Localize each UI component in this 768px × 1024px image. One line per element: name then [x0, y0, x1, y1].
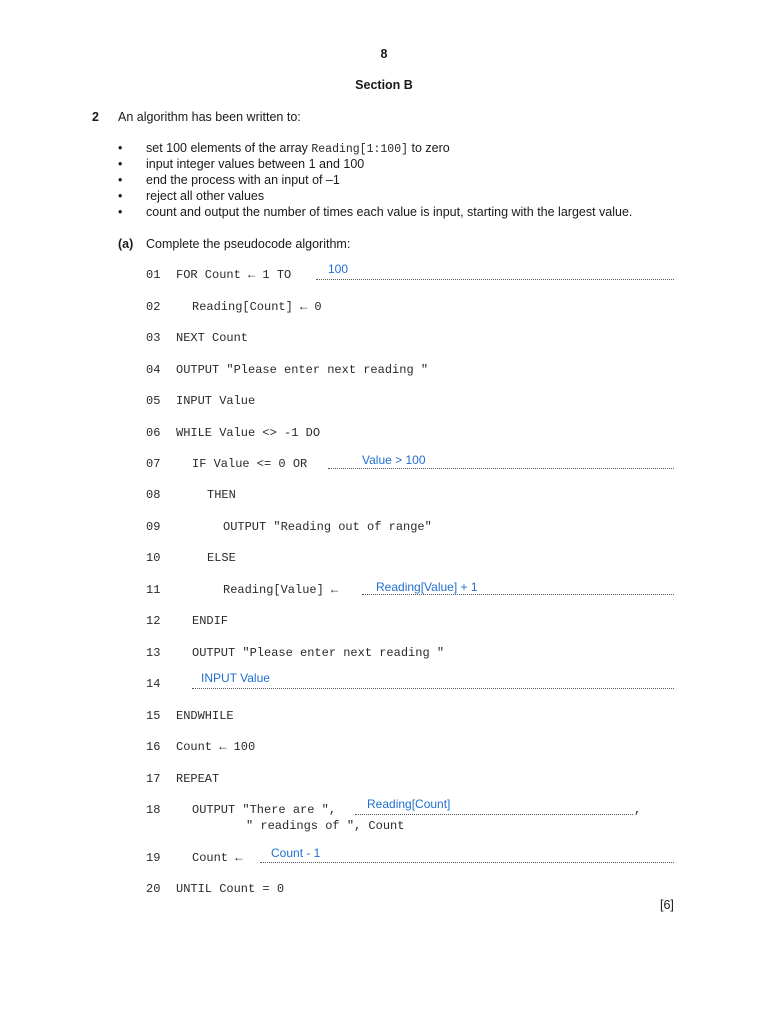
code-line-12: ENDIF	[192, 614, 229, 628]
code-line-18a: OUTPUT "There are ",	[192, 803, 337, 817]
code-line-16: Count ← 100	[176, 740, 256, 754]
page-number: 8	[380, 47, 388, 61]
line-number: 17	[146, 772, 161, 786]
answer-line-01	[316, 279, 674, 280]
bullet-item: count and output the number of times each value is input, starting with the largest value.	[146, 205, 633, 219]
answer-11: Reading[Value] + 1	[376, 580, 478, 594]
line-number: 07	[146, 457, 161, 471]
code-line-18-comma: ,	[634, 803, 642, 817]
line-number: 02	[146, 300, 161, 314]
bullet-item: end the process with an input of –1	[146, 173, 340, 187]
code-line-01: FOR Count ← 1 TO	[176, 268, 292, 282]
line-number: 10	[146, 551, 161, 565]
bullet-marker: •	[118, 157, 123, 171]
code-line-11: Reading[Value] ←	[223, 583, 339, 597]
code-line-04: OUTPUT "Please enter next reading "	[176, 363, 429, 377]
code-line-08: THEN	[207, 488, 236, 502]
line-number: 19	[146, 851, 161, 865]
answer-line-18	[355, 814, 633, 815]
bullet-marker: •	[118, 141, 123, 155]
line-number: 04	[146, 363, 161, 377]
code-line-09: OUTPUT "Reading out of range"	[223, 520, 432, 534]
bullet-item	[146, 141, 450, 156]
code-line-02: Reading[Count] ← 0	[192, 300, 322, 314]
answer-14: INPUT Value	[201, 671, 270, 685]
answer-line-11	[362, 594, 674, 595]
line-number: 18	[146, 803, 161, 817]
line-number: 16	[146, 740, 161, 754]
code-line-03: NEXT Count	[176, 331, 249, 345]
code-line-10: ELSE	[207, 551, 236, 565]
code-line-13: OUTPUT "Please enter next reading "	[192, 646, 445, 660]
answer-line-19	[260, 862, 674, 863]
marks-label: [6]	[660, 898, 674, 912]
line-number: 01	[146, 268, 161, 282]
line-number: 15	[146, 709, 161, 723]
bullet-marker: •	[118, 205, 123, 219]
answer-18: Reading[Count]	[367, 797, 451, 811]
code-line-19: Count ←	[192, 851, 243, 865]
code-line-18b: " readings of ", Count	[246, 819, 405, 833]
part-instruction: Complete the pseudocode algorithm:	[146, 237, 351, 251]
answer-line-14	[192, 688, 674, 689]
line-number: 13	[146, 646, 161, 660]
part-label: (a)	[118, 237, 134, 251]
line-number: 12	[146, 614, 161, 628]
line-number: 05	[146, 394, 161, 408]
line-number: 11	[146, 583, 161, 597]
answer-line-07	[328, 468, 674, 469]
line-number: 08	[146, 488, 161, 502]
question-intro: An algorithm has been written to:	[118, 110, 301, 124]
line-number: 06	[146, 426, 161, 440]
code-line-06: WHILE Value <> -1 DO	[176, 426, 321, 440]
line-number: 09	[146, 520, 161, 534]
bullet-text: to zero	[408, 141, 450, 155]
question-number: 2	[92, 110, 99, 124]
bullet-marker: •	[118, 173, 123, 187]
answer-19: Count - 1	[271, 846, 321, 860]
answer-01: 100	[328, 262, 349, 276]
code-line-17: REPEAT	[176, 772, 220, 786]
code-line-07: IF Value <= 0 OR	[192, 457, 308, 471]
bullet-text: set 100 elements of the array	[146, 141, 312, 155]
line-number: 20	[146, 882, 161, 896]
bullet-marker: •	[118, 189, 123, 203]
code-line-15: ENDWHILE	[176, 709, 234, 723]
answer-07: Value > 100	[362, 453, 426, 467]
code-line-05: INPUT Value	[176, 394, 256, 408]
code-line-20: UNTIL Count = 0	[176, 882, 285, 896]
bullet-item: reject all other values	[146, 189, 265, 203]
line-number: 14	[146, 677, 161, 691]
array-code: Reading[1:100]	[311, 143, 408, 156]
bullet-item: input integer values between 1 and 100	[146, 157, 365, 171]
line-number: 03	[146, 331, 161, 345]
section-title: Section B	[355, 78, 413, 92]
